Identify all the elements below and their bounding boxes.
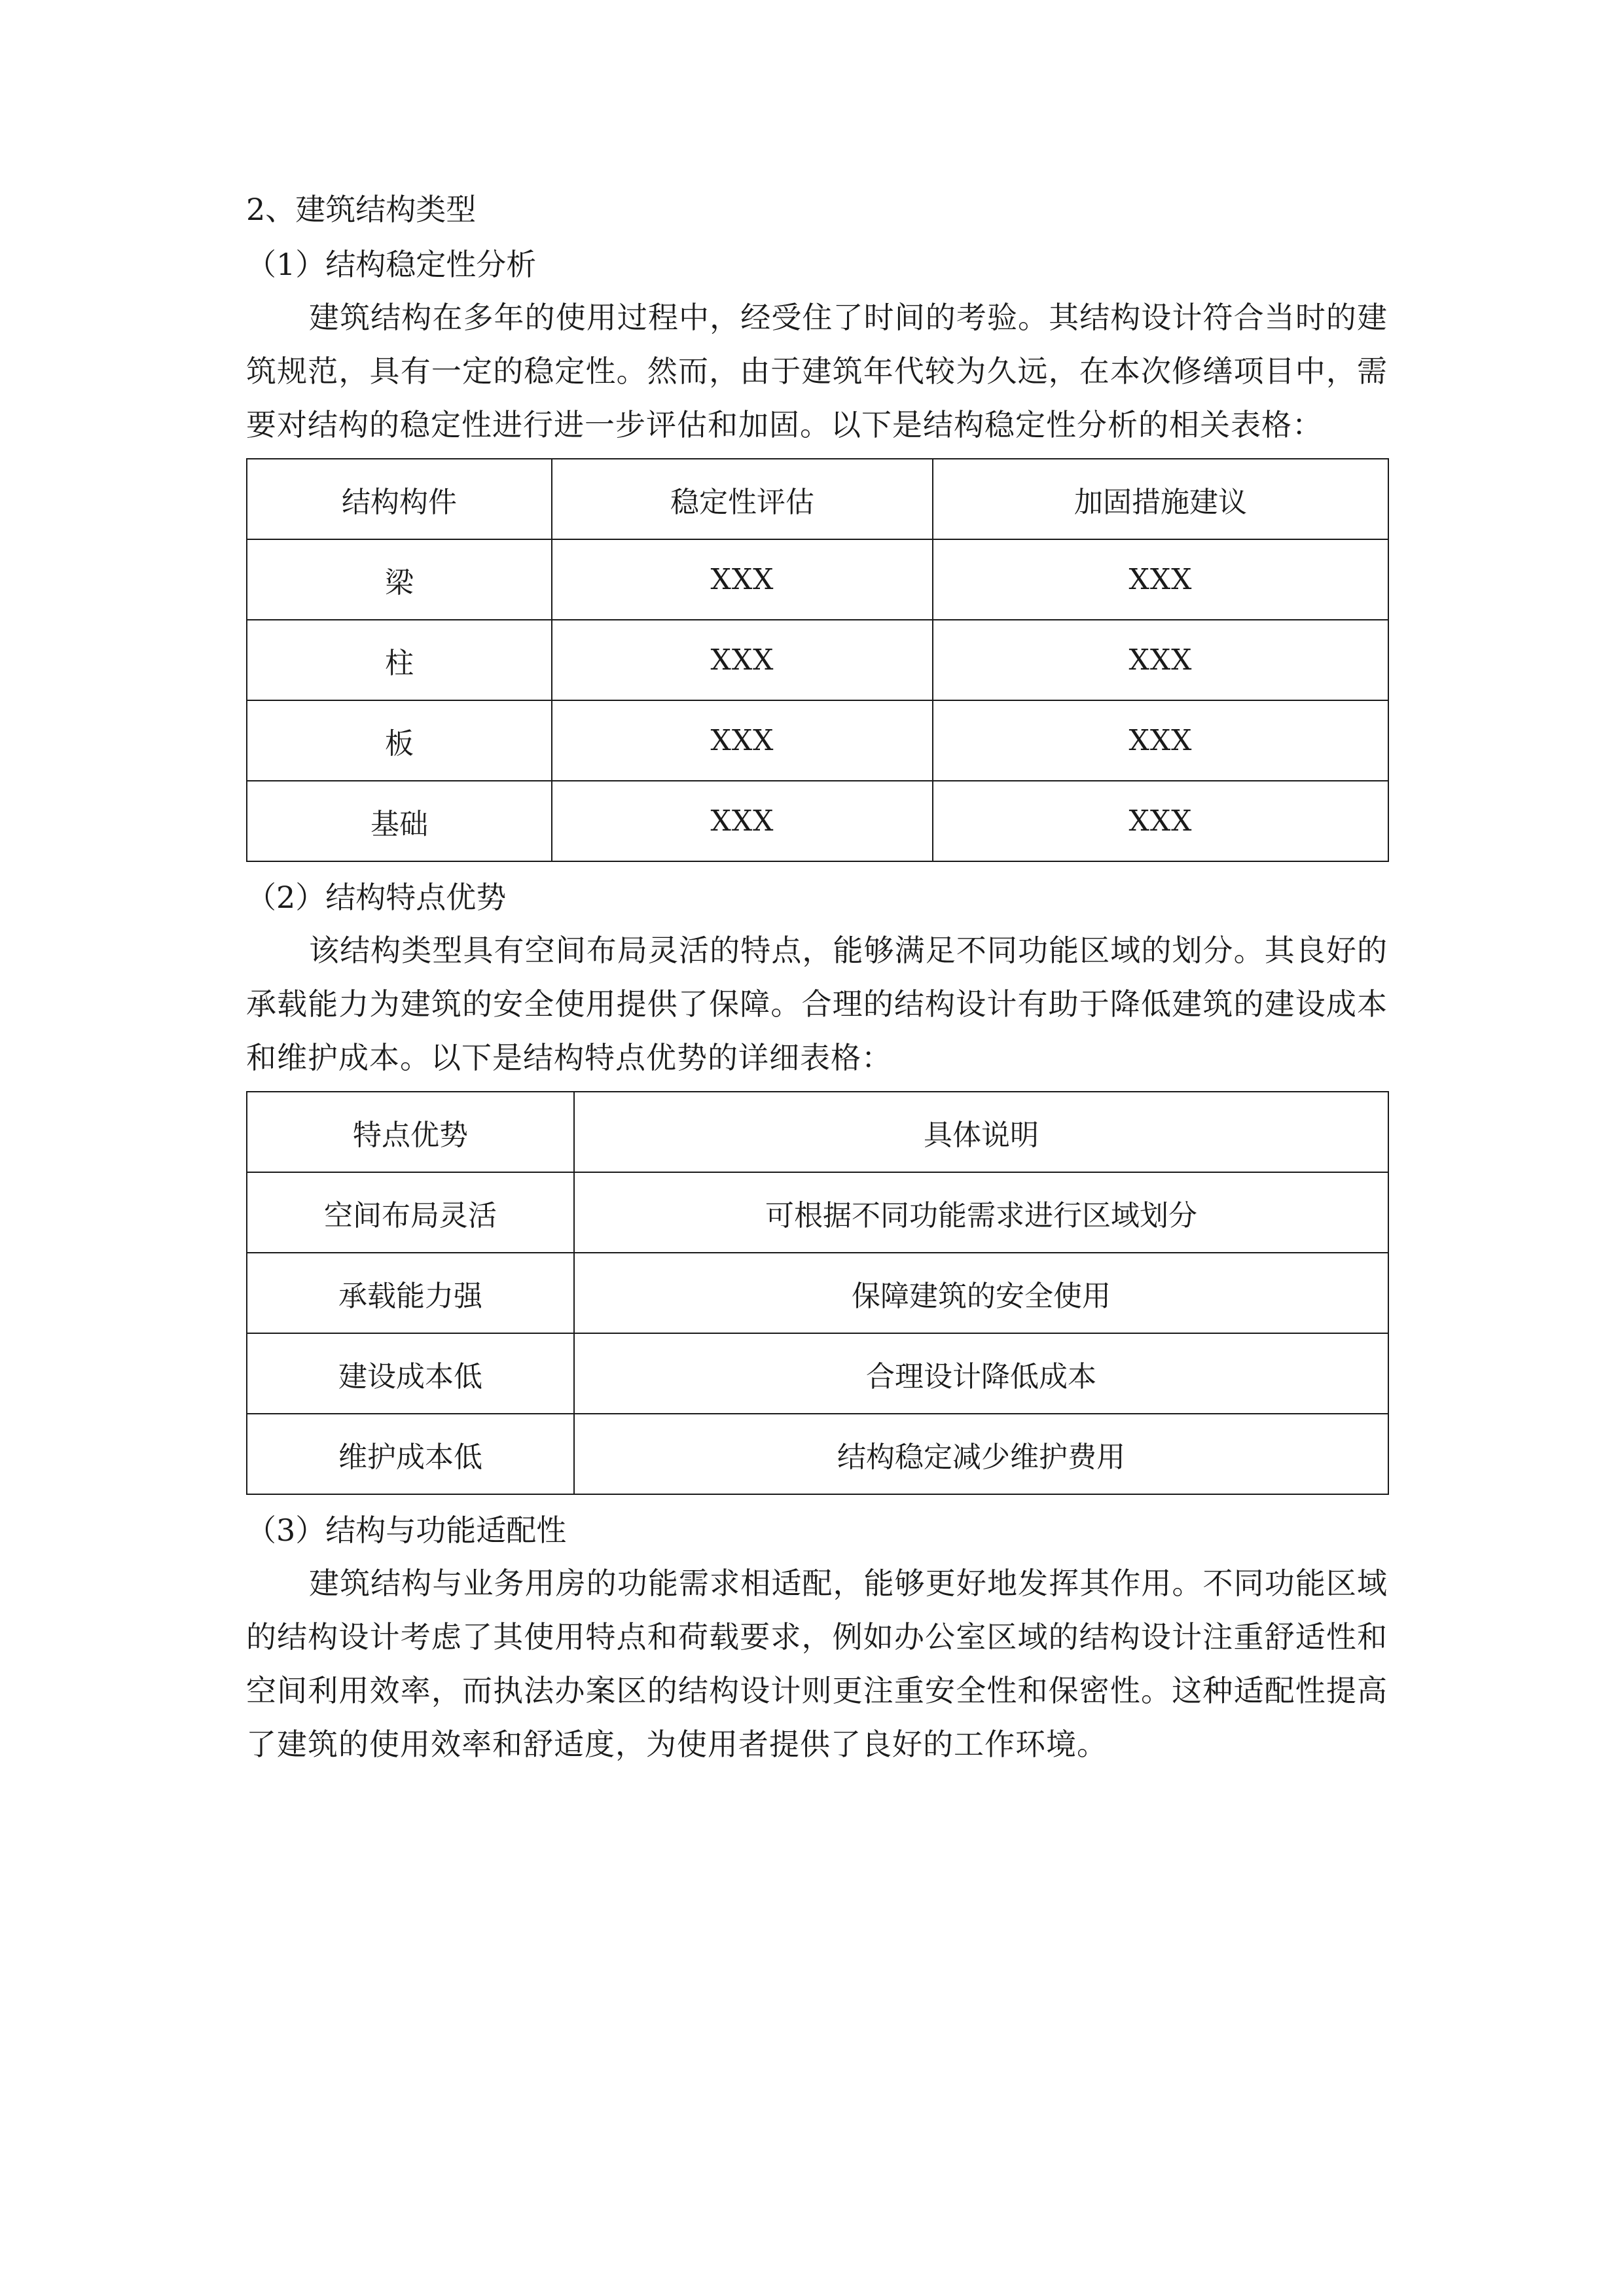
subsection-heading-advantages: （2）结构特点优势 [246,880,507,915]
table-cell: XXX [933,620,1388,700]
table-row [247,620,1388,700]
table-row [247,539,1388,620]
table-header-cell: 特点优势 [247,1092,574,1172]
table-header-cell: 具体说明 [574,1092,1388,1172]
table-row [247,700,1388,781]
table-cell: 建设成本低 [247,1333,574,1414]
table-cell: XXX [552,700,933,781]
table-cell: 板 [247,700,552,781]
advantages-table [246,1091,1389,1495]
stability-table [246,458,1389,862]
table-cell: 结构稳定减少维护费用 [574,1414,1388,1494]
table-row [247,1414,1388,1494]
table-header-cell: 稳定性评估 [552,459,933,539]
table-cell: 合理设计降低成本 [574,1333,1388,1414]
subsection-heading-adaptability: （3）结构与功能适配性 [246,1513,567,1548]
table-cell: XXX [552,539,933,620]
table-row [247,1253,1388,1333]
table-cell: 承载能力强 [247,1253,574,1333]
table-row [247,1172,1388,1253]
table-cell: XXX [933,781,1388,861]
table-header-row [247,1092,1388,1172]
table-header-cell: 结构构件 [247,459,552,539]
subsection-heading-stability: （1）结构稳定性分析 [246,247,537,282]
table-cell: XXX [933,700,1388,781]
table-row [247,1333,1388,1414]
table-cell: XXX [552,620,933,700]
table-cell: 基础 [247,781,552,861]
paragraph-stability: 建筑结构在多年的使用过程中，经受住了时间的考验。其结构设计符合当时的建筑规范，具有一定的稳定性。然而，由于建筑年代较为久远，在本次修缮项目中，需要对结构的稳定性进行进一步评估和加固。以下是结构稳定性分析的相关表格： [246,300,1388,442]
table-header-cell: 加固措施建议 [933,459,1388,539]
paragraph-advantages: 该结构类型具有空间布局灵活的特点，能够满足不同功能区域的划分。其良好的承载能力为建筑的安全使用提供了保障。合理的结构设计有助于降低建筑的建设成本和维护成本。以下是结构特点优势的详细表格： [246,933,1388,1075]
table-row [247,781,1388,861]
table-header-row [247,459,1388,539]
paragraph-adaptability: 建筑结构与业务用房的功能需求相适配，能够更好地发挥其作用。不同功能区域的结构设计考虑了其使用特点和荷载要求，例如办公室区域的结构设计注重舒适性和空间利用效率，而执法办案区的结构设计则更注重安全性和保密性。这种适配性提高了建筑的使用效率和舒适度，为使用者提供了良好的工作环境。 [246,1566,1388,1762]
page-content [246,190,1388,1771]
table-cell: 空间布局灵活 [247,1172,574,1253]
table-cell: XXX [552,781,933,861]
table-cell: 梁 [247,539,552,620]
table-cell: XXX [933,539,1388,620]
table-cell: 保障建筑的安全使用 [574,1253,1388,1333]
table-cell: 维护成本低 [247,1414,574,1494]
section-heading: 2、建筑结构类型 [246,192,477,227]
table-cell: 可根据不同功能需求进行区域划分 [574,1172,1388,1253]
table-cell: 柱 [247,620,552,700]
